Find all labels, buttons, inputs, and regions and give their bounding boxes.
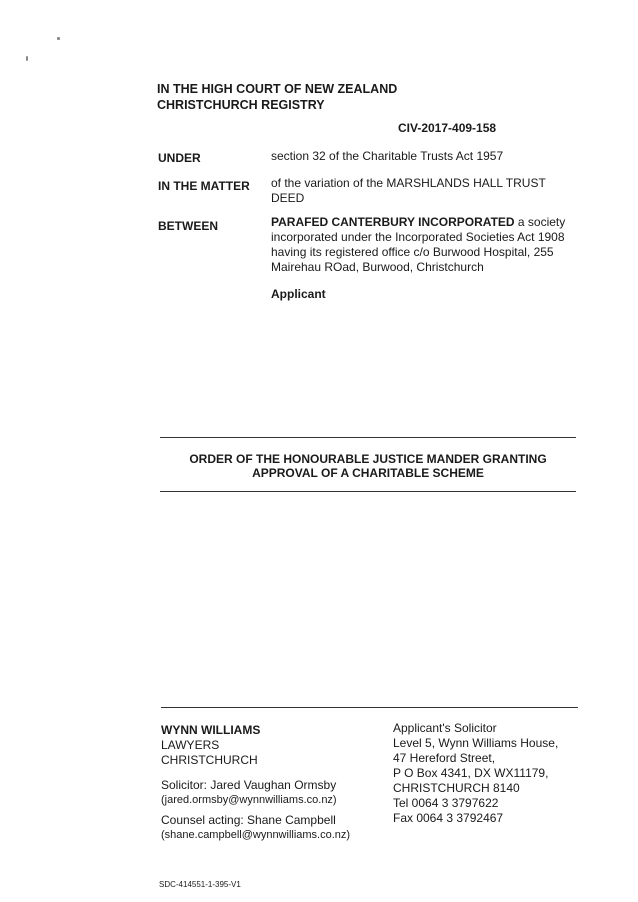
in-the-matter-line1: of the variation of the MARSHLANDS HALL TRUST bbox=[271, 176, 546, 190]
court-registry: CHRISTCHURCH REGISTRY bbox=[157, 98, 325, 112]
court-name: IN THE HIGH COURT OF NEW ZEALAND bbox=[157, 82, 398, 96]
firm-city: CHRISTCHURCH bbox=[161, 753, 258, 767]
under-text bbox=[271, 149, 503, 164]
divider-bottom bbox=[160, 491, 576, 492]
court-heading bbox=[157, 81, 397, 113]
divider-footer bbox=[161, 707, 578, 708]
between-text bbox=[271, 215, 565, 275]
solicitor-name: Solicitor: Jared Vaughan Ormsby bbox=[161, 778, 337, 792]
scan-speck bbox=[57, 37, 60, 40]
in-the-matter-text bbox=[271, 176, 546, 206]
address-fax: Fax 0064 3 3792467 bbox=[393, 811, 504, 825]
address-tel: Tel 0064 3 3797622 bbox=[393, 796, 499, 810]
solicitor-email: (jared.ormsby@wynnwilliams.co.nz) bbox=[161, 794, 337, 806]
party-name: PARAFED CANTERBURY INCORPORATED bbox=[271, 215, 515, 229]
firm-block bbox=[161, 723, 350, 843]
address-line1: Level 5, Wynn Williams House, bbox=[393, 736, 559, 750]
case-number: CIV-2017-409-158 bbox=[398, 121, 497, 135]
between-line2: incorporated under the Incorporated Societies Act 1908 bbox=[271, 230, 565, 244]
divider-top bbox=[160, 437, 576, 438]
order-title-line1: ORDER OF THE HONOURABLE JUSTICE MANDER GRANTING bbox=[189, 452, 547, 466]
address-heading: Applicant's Solicitor bbox=[393, 721, 497, 735]
scan-speck bbox=[26, 56, 28, 61]
under-label: UNDER bbox=[158, 151, 201, 165]
between-line4: Mairehau ROad, Burwood, Christchurch bbox=[271, 260, 484, 274]
party-role: Applicant bbox=[271, 287, 326, 301]
firm-name: WYNN WILLIAMS bbox=[161, 723, 261, 737]
address-line2: 47 Hereford Street, bbox=[393, 751, 496, 765]
counsel-name: Counsel acting: Shane Campbell bbox=[161, 813, 336, 827]
in-the-matter-label: IN THE MATTER bbox=[158, 179, 250, 193]
address-line3: P O Box 4341, DX WX11179, bbox=[393, 766, 549, 780]
in-the-matter-line2: DEED bbox=[271, 191, 305, 205]
party-desc: a society bbox=[514, 215, 566, 229]
address-line4: CHRISTCHURCH 8140 bbox=[393, 781, 520, 795]
order-title-line2: APPROVAL OF A CHARITABLE SCHEME bbox=[252, 466, 484, 480]
firm-type: LAWYERS bbox=[161, 738, 220, 752]
between-line3: having its registered office c/o Burwood Hospital, 255 bbox=[271, 245, 554, 259]
order-title bbox=[160, 452, 576, 480]
under-text-line: section 32 of the Charitable Trusts Act 1957 bbox=[271, 149, 504, 163]
address-block bbox=[393, 721, 558, 826]
between-line1 bbox=[271, 215, 565, 230]
between-label: BETWEEN bbox=[158, 219, 218, 233]
document-reference: SDC-414551-1-395-V1 bbox=[159, 880, 241, 889]
counsel-email: (shane.campbell@wynnwilliams.co.nz) bbox=[161, 829, 351, 841]
